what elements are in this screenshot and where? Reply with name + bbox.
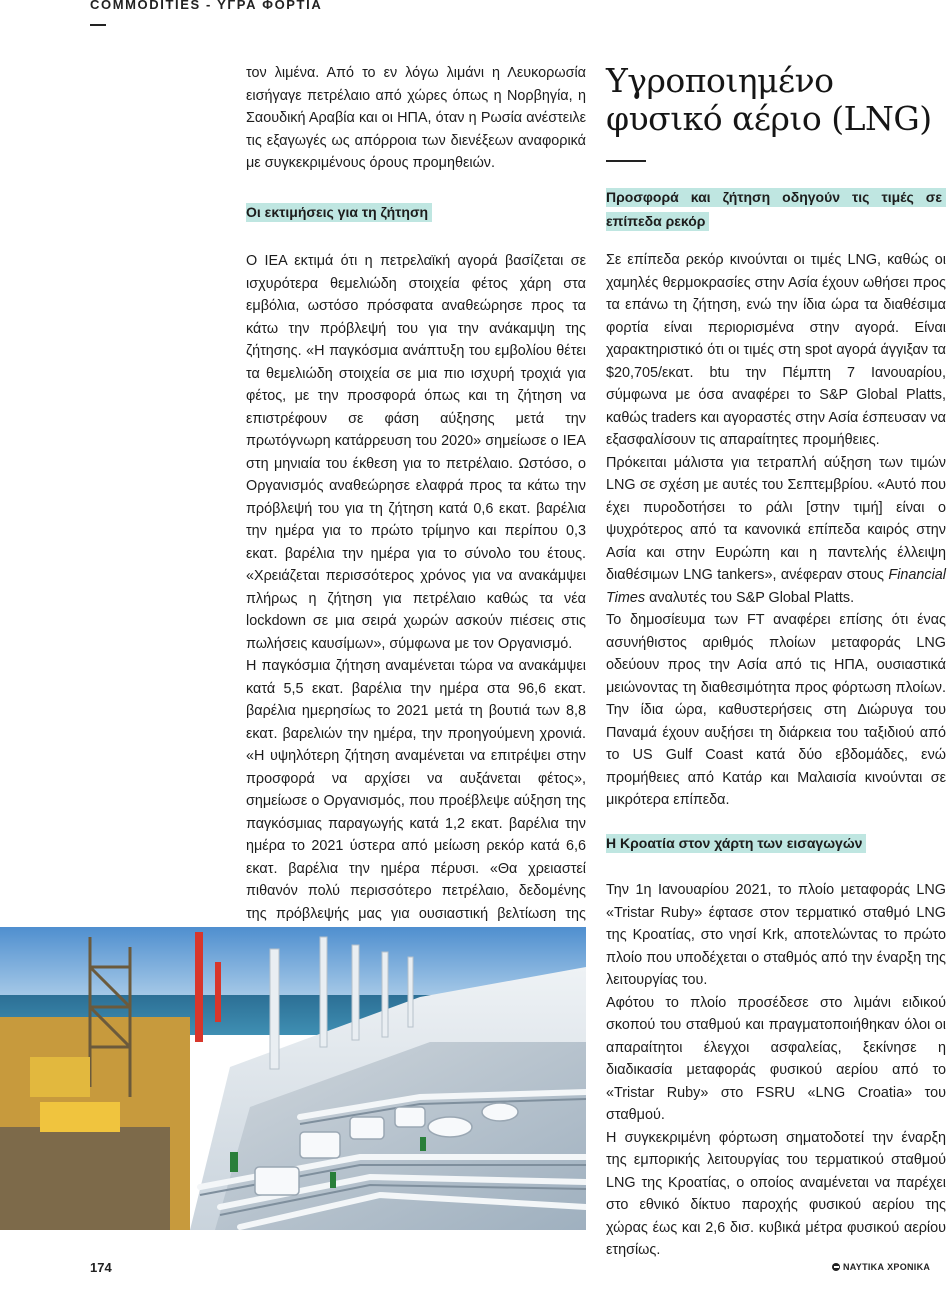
- right-subhead-2-wrap: [606, 832, 946, 856]
- right-column: [606, 62, 946, 1262]
- financial-times-italic: Financial Times: [606, 567, 946, 606]
- right-paragraph-6: Η συγκεκριμένη φόρτωση σηματοδοτεί την έναρξη της εμπορικής λειτουργίας του τερματικού σταθμού LNG της Κροατίας, ο οποίος αναμένεται να παρέχει στο εθνικό δίκτυο παροχής φυσικού αερίου της χώρας έως και 2,6 δισ. κυβικά μέτρα φυσικού αερίου ετησίως.: [606, 1129, 946, 1258]
- brand-footer: [832, 1262, 930, 1272]
- left-paragraph-2: Η παγκόσμια ζήτηση αναμένεται τώρα να ανακάμψει κατά 5,5 εκατ. βαρέλια την ημέρα στα 96,6 εκατ. βαρέλια ημερησίως το 2021 μετά τη βουτιά των 8,8 εκατ. βαρελιών την ημέρα, την προηγούμενη χρονιά. «Η υψηλότερη ζήτηση αναμένεται να επιτρέψει στην προσφορά να αρχίσει να αυξάνεται φέτος», σημείωσε ο Οργανισμός, που προέβλεψε αύξηση της παγκόσμιας παραγωγής κατά 1,2 εκατ. βαρέλια την ημέρα το 2021 ύστερα από μείωση ρεκόρ κατά 6,6 εκατ. βαρέλια την ημέρα πέρυσι. «Θα χρειαστεί πιθανόν πολύ περισσότερο πετρέλαιο, δεδομένης της πρόβλεψής μας για ουσιαστική βελτίωση της: [246, 658, 586, 922]
- page-number: 174: [90, 1260, 112, 1275]
- lng-carrier-photo: [0, 927, 586, 1230]
- right-subhead-1-wrap: [606, 186, 946, 233]
- right-paragraph-3: Το δημοσίευμα των FT αναφέρει επίσης ότι ένας ασυνήθιστος αριθμός πλοίων μεταφοράς LNG οδεύουν προς την Ασία από τις ΗΠΑ, ουσιαστικά μειώνοντας τη διαθεσιμότητα προς φόρτωση πλοίων. Την ίδια ώρα, καθυστερήσεις στη Διώρυγα του Παναμά έχουν αυξήσει τη διάρκεια του ταξιδιού από το US Gulf Coast κατά δύο εβδομάδες, ενώ προμήθειες από Κατάρ και Μαλαισία κινούνται σε μικρότερα επίπεδα.: [606, 612, 946, 808]
- left-intro-paragraph: τον λιμένα. Από το εν λόγω λιμάνι η Λευκορωσία εισήγαγε πετρέλαιο από χώρες όπως η Νορβηγία, η Σαουδική Αραβία και οι ΗΠΑ, όταν η Ρωσία ανέστειλε τις εξαγωγές ως απόρροια των διενέξεων αναφορικά με συγκεκριμένους όρους προμηθειών.: [246, 65, 586, 171]
- right-paragraph-2a: Πρόκειται μάλιστα για τετραπλή αύξηση των τιμών LNG σε σχέση με αυτές του Σεπτεμβρίου. «Αυτό που έχει πυροδοτήσει το ράλι [στην τιμή] είναι ο ψυχρότερος από τα κανονικά επίπεδα καιρός στην Ασία και στην Ευρώπη και η παντελής έλλειψη διαθέσιμων LNG tankers», ανέφεραν στους: [606, 454, 946, 583]
- brand-logo-icon: [832, 1263, 840, 1271]
- left-subhead-wrap: [246, 201, 586, 225]
- right-paragraph-1: Σε επίπεδα ρεκόρ κινούνται οι τιμές LNG, καθώς οι χαμηλές θερμοκρασίες στην Ασία έχουν ωθήσει προς τα επάνω τη ζήτηση, ενώ την ίδια ώρα τα διαθέσιμα φορτία είναι περιορισμένα στην αγορά. Είναι χαρακτηριστικό ότι οι τιμές στη spot αγορά άγγιξαν τα $20,705/εκατ. btu την Πέμπτη 7 Ιανουαρίου, σύμφωνα με όσα αναφέρει το S&P Global Platts, καθώς traders και αγοραστές στην Ασία έσπευσαν να εξασφαλίσουν τις απαραίτητες προμήθειες.: [606, 252, 946, 448]
- right-paragraph-2b: αναλυτές του S&P Global Platts.: [649, 589, 855, 606]
- brand-name: ΝΑΥΤΙΚΑ ΧΡΟΝΙΚΑ: [843, 1262, 931, 1272]
- right-paragraph-4: Την 1η Ιανουαρίου 2021, το πλοίο μεταφοράς LNG «Tristar Ruby» έφτασε στον τερματικό σταθμό LNG της Κροατίας, στο νησί Krk, αποτελώντας το πρώτο πλοίο που υποδέχεται ο σταθμός από την έναρξη της λειτουργίας του.: [606, 882, 946, 988]
- section-dash: [90, 24, 106, 26]
- left-paragraph-1: Ο ΙΕΑ εκτιμά ότι η πετρελαϊκή αγορά βασίζεται σε ισχυρότερα θεμελιώδη στοιχεία φέτος χάρη στα εμβόλια, ωστόσο πρόσφατα αναθεώρησε προς τα κάτω την πρόβλεψή του για την ανάκαμψη της ζήτησης. «Η παγκόσμια ανάπτυξη του εμβολίου θέτει τα θεμελιώδη στοιχεία σε μια πιο ισχυρή τροχιά για φέτος, με την προσφορά όπως και τη ζήτηση να επιστρέφουν σε φάση αύξησης μετά την πρωτόγνωρη κατάρρευση του 2020» σημείωσε ο ΙΕΑ στη μηνιαία του έκθεση για το πετρέλαιο. Ωστόσο, ο Οργανισμός αναθεώρησε ελαφρά προς τα κάτω την πρόβλεψή του για τη ζήτηση κατά 0,6 εκατ. βαρέλια την ημέρα για το πρώτο τρίμηνο και περίπου 0,3 εκατ. βαρέλια την ημέρα για το σύνολο του έτους. «Χρειάζεται περισσότερος χρόνος για να ανακάμψει πλήρως η ζήτηση για πετρέλαιο καθώς τα νέα lockdown σε μια σειρά χωρών ασκούν πιέσεις στις πωλήσεις καυσίμων», σύμφωνα με τον Οργανισμό.: [246, 253, 586, 652]
- subhead-supply-demand: Προσφορά και ζήτηση οδηγούν τις τιμές σε επίπεδα ρεκόρ: [606, 188, 946, 231]
- subhead-croatia-imports: Η Κροατία στον χάρτη των εισαγωγών: [606, 834, 866, 853]
- subhead-demand-estimates: Οι εκτιμήσεις για τη ζήτηση: [246, 203, 432, 222]
- right-paragraph-5: Αφότου το πλοίο προσέδεσε στο λιμάνι ειδικού σκοπού του σταθμού και πραγματοποιήθηκαν όλοι οι απαραίτητοι έλεγχοι ασφαλείας, ξεκίνησε η διαδικασία μεταφοράς φυσικού αερίου από το «Tristar Ruby» στο FSRU «LNG Croatia» του σταθμού.: [606, 994, 946, 1123]
- section-label: COMMODITIES - ΥΓΡΑ ΦΟΡΤΙΑ: [90, 0, 323, 12]
- left-column: [246, 62, 586, 948]
- article-headline: Υγροποιημένο φυσικό αέριο (LNG): [606, 61, 932, 138]
- right-paragraph-2: [606, 452, 946, 610]
